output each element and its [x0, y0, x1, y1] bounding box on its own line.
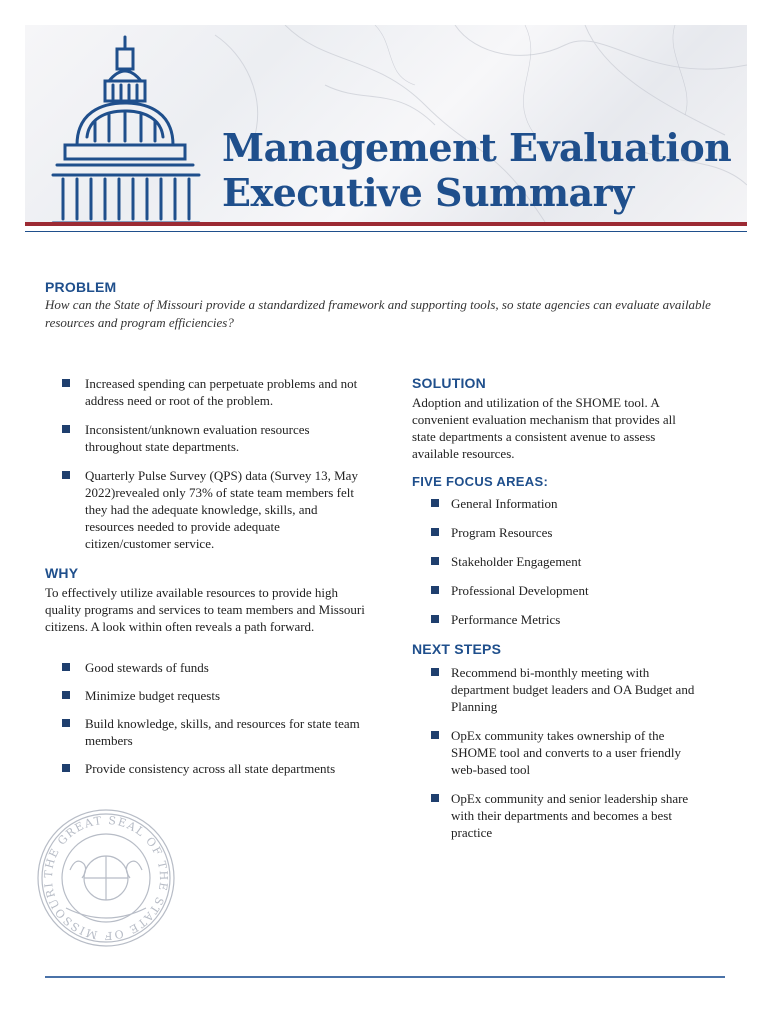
square-bullet-icon	[62, 425, 70, 433]
header-banner	[25, 25, 747, 222]
square-bullet-icon	[431, 731, 439, 739]
list-item-text: Build knowledge, skills, and resources for state team members	[85, 716, 360, 748]
square-bullet-icon	[431, 615, 439, 623]
why-heading: WHY	[45, 565, 79, 581]
square-bullet-icon	[62, 379, 70, 387]
list-item-text: OpEx community takes ownership of the SHOME tool and converts to a user friendly web-based tool	[451, 728, 681, 777]
solution-heading: SOLUTION	[412, 375, 486, 391]
list-item-text: Stakeholder Engagement	[451, 554, 582, 569]
list-item	[58, 375, 368, 409]
square-bullet-icon	[431, 794, 439, 802]
focus-heading: FIVE FOCUS AREAS:	[412, 474, 549, 489]
list-item-text: Provide consistency across all state departments	[85, 761, 336, 776]
list-item-text: Performance Metrics	[451, 612, 561, 627]
list-item	[428, 553, 728, 582]
square-bullet-icon	[431, 557, 439, 565]
problem-heading: PROBLEM	[45, 279, 117, 295]
header-blue-rule	[25, 231, 747, 232]
page-title	[222, 125, 731, 215]
list-item-text: Quarterly Pulse Survey (QPS) data (Survey 13, May 2022)revealed only 73% of state team members felt they had the adequate knowledge, skills, and resources needed to provide adequate citizen/customer service.	[85, 468, 358, 551]
list-item-text: Inconsistent/unknown evaluation resources throughout state departments.	[85, 422, 310, 454]
square-bullet-icon	[62, 719, 70, 727]
list-item-text: Good stewards of funds	[85, 660, 209, 675]
focus-list	[428, 495, 728, 640]
list-item-text: Professional Development	[451, 583, 589, 598]
list-item	[428, 495, 728, 524]
state-seal-icon	[36, 808, 176, 948]
list-item-text: Minimize budget requests	[85, 688, 221, 703]
title-line-1: Management Evaluation	[222, 125, 732, 170]
why-list	[58, 659, 368, 788]
list-item	[58, 687, 368, 704]
header-red-rule	[25, 222, 747, 226]
list-item-text: General Information	[451, 496, 558, 511]
capitol-dome-icon	[43, 33, 208, 222]
problem-list	[58, 375, 368, 564]
list-item	[58, 467, 368, 552]
list-item-text: Increased spending can perpetuate problems and not address need or root of the problem.	[85, 376, 358, 408]
square-bullet-icon	[431, 499, 439, 507]
square-bullet-icon	[62, 691, 70, 699]
square-bullet-icon	[62, 663, 70, 671]
seal-ring-text: THE GREAT SEAL OF THE STATE OF MISSOURI	[41, 813, 171, 943]
list-item	[58, 421, 368, 455]
square-bullet-icon	[62, 764, 70, 772]
list-item	[428, 582, 728, 611]
square-bullet-icon	[431, 668, 439, 676]
solution-text: Adoption and utilization of the SHOME tool. A convenient evaluation mechanism that provides all state departments a consistent avenue to assess available resources.	[412, 395, 676, 461]
list-item	[428, 790, 728, 841]
square-bullet-icon	[431, 586, 439, 594]
list-item	[428, 611, 728, 640]
title-line-2: Executive Summary	[222, 170, 634, 215]
next-steps-list	[428, 664, 728, 853]
list-item	[58, 715, 368, 749]
list-item	[428, 664, 728, 715]
list-item	[58, 760, 368, 777]
footer-rule	[45, 976, 725, 978]
problem-question: How can the State of Missouri provide a standardized framework and supporting tools, so state agencies can evaluate available resources and program efficiencies?	[45, 297, 711, 330]
list-item	[428, 524, 728, 553]
next-steps-heading: NEXT STEPS	[412, 641, 502, 657]
list-item-text: Recommend bi-monthly meeting with department budget leaders and OA Budget and Planning	[451, 665, 695, 714]
list-item	[58, 659, 368, 676]
list-item-text: Program Resources	[451, 525, 553, 540]
list-item	[428, 727, 728, 778]
square-bullet-icon	[431, 528, 439, 536]
why-text: To effectively utilize available resources to provide high quality programs and services to team members and Missouri citizens. A look within often reveals a path forward.	[45, 585, 365, 634]
list-item-text: OpEx community and senior leadership share with their departments and becomes a best practice	[451, 791, 689, 840]
square-bullet-icon	[62, 471, 70, 479]
